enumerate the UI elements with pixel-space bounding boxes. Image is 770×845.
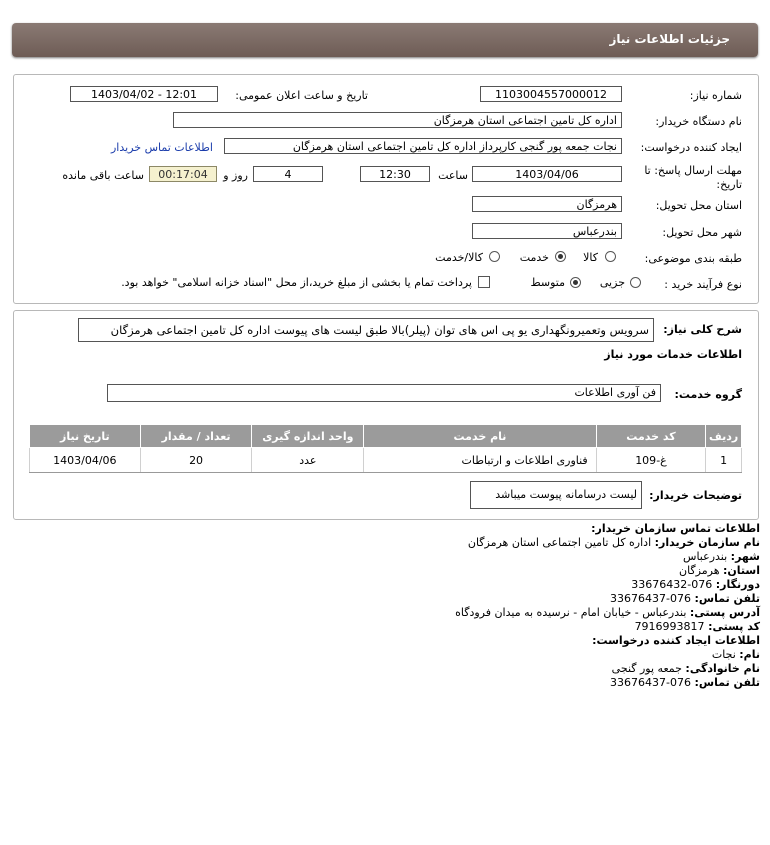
services-table bbox=[29, 424, 742, 473]
contact-province-line bbox=[679, 564, 760, 577]
contact-postal-value: 7916993817 bbox=[634, 620, 705, 633]
service-group-field: فن آوری اطلاعات bbox=[107, 384, 661, 402]
contact-address-line bbox=[455, 606, 760, 619]
process-option-minor: جزیی bbox=[599, 276, 625, 289]
deadline-label-date: تاریخ: bbox=[716, 178, 742, 191]
process-radio-minor[interactable] bbox=[630, 277, 641, 288]
buyer-org-label: نام دستگاه خریدار: bbox=[655, 115, 742, 128]
contact-postal-line bbox=[635, 620, 760, 633]
contact-fax-value: 076-33676432 bbox=[631, 578, 713, 591]
category-option-goods-service: کالا/خدمت bbox=[435, 251, 483, 264]
contact-postal-label: کد پستی: bbox=[708, 620, 760, 633]
contact-fax-label: دورنگار: bbox=[715, 578, 760, 591]
col-date-header: تاریخ نیاز bbox=[30, 425, 141, 448]
page-header bbox=[12, 23, 758, 57]
creator-first-name-line bbox=[712, 648, 760, 661]
contact-city-line bbox=[683, 550, 760, 563]
cell-name: فناوری اطلاعات و ارتباطات bbox=[364, 448, 596, 473]
creator-last-name-value: جمعه پور گنجی bbox=[611, 662, 682, 675]
contact-org-line bbox=[468, 536, 760, 549]
remaining-time-field: 00:17:04 bbox=[149, 166, 217, 182]
contact-city-value: بندرعباس bbox=[683, 550, 728, 563]
remaining-label: ساعت باقی مانده bbox=[62, 169, 144, 182]
process-radio-medium[interactable] bbox=[570, 277, 581, 288]
deadline-date-field: 1403/04/06 bbox=[472, 166, 622, 182]
days-field: 4 bbox=[253, 166, 323, 182]
creator-phone-value: 076-33676437 bbox=[610, 676, 692, 689]
col-code-header: کد خدمت bbox=[596, 425, 706, 448]
contact-province-label: استان: bbox=[723, 564, 760, 577]
city-label: شهر محل تحویل: bbox=[662, 226, 742, 239]
province-field: هرمزگان bbox=[472, 196, 622, 212]
contact-phone-line bbox=[610, 592, 760, 605]
province-label: استان محل تحویل: bbox=[655, 199, 742, 212]
desc-label: شرح کلی نیاز: bbox=[663, 323, 742, 336]
contact-address-label: آدرس پستی: bbox=[689, 606, 760, 619]
need-number-label: شماره نیاز: bbox=[689, 89, 742, 102]
category-radio-service[interactable] bbox=[555, 251, 566, 262]
contact-org-label: نام سازمان خریدار: bbox=[654, 536, 760, 549]
contact-phone-value: 076-33676437 bbox=[610, 592, 692, 605]
cell-qty: 20 bbox=[140, 448, 252, 473]
announce-label: تاریخ و ساعت اعلان عمومی: bbox=[235, 89, 368, 102]
deadline-time-field: 12:30 bbox=[360, 166, 430, 182]
table-header-row bbox=[30, 425, 742, 448]
col-unit-header: واحد اندازه گیری bbox=[252, 425, 364, 448]
col-row-header: ردیف bbox=[706, 425, 742, 448]
category-option-service: خدمت bbox=[519, 251, 549, 264]
process-label: نوع فرآیند خرید : bbox=[664, 278, 742, 291]
services-heading: اطلاعات خدمات مورد نیاز bbox=[604, 348, 742, 361]
creator-first-name-value: نجات bbox=[711, 648, 736, 661]
process-option-medium: متوسط bbox=[530, 276, 565, 289]
cell-date: 1403/04/06 bbox=[30, 448, 141, 473]
category-option-goods: کالا bbox=[583, 251, 598, 264]
table-row bbox=[30, 448, 742, 473]
deadline-label: مهلت ارسال پاسخ: تا bbox=[644, 164, 742, 177]
creator-label: ایجاد کننده درخواست: bbox=[640, 141, 742, 154]
creator-last-name-line bbox=[612, 662, 760, 675]
buyer-notes-label: توضیحات خریدار: bbox=[649, 489, 742, 502]
need-number-field: 1103004557000012 bbox=[480, 86, 622, 102]
desc-field: سرویس وتعمیرونگهداری یو پی اس های توان (پیلر)بالا طبق لیست های پیوست اداره کل تامین اجتماعی هرمزگان bbox=[78, 318, 654, 342]
creator-phone-line bbox=[610, 676, 760, 689]
creator-field: نجات جمعه پور گنجی کارپرداز اداره کل تامین اجتماعی استان هرمزگان bbox=[224, 138, 622, 154]
treasury-checkbox[interactable] bbox=[478, 276, 490, 288]
cell-code: غ-109 bbox=[596, 448, 706, 473]
col-qty-header: تعداد / مقدار bbox=[140, 425, 252, 448]
category-radio-goods[interactable] bbox=[605, 251, 616, 262]
contact-heading: اطلاعات تماس سازمان خریدار: bbox=[591, 522, 760, 535]
contact-section bbox=[0, 522, 770, 692]
city-field: بندرعباس bbox=[472, 223, 622, 239]
deadline-time-label: ساعت bbox=[438, 169, 468, 182]
days-label: روز و bbox=[223, 169, 248, 182]
buyer-notes-field: لیست درسامانه پیوست میباشد bbox=[470, 481, 642, 509]
page-title: جزئیات اطلاعات نیاز bbox=[609, 32, 730, 46]
service-group-label: گروه خدمت: bbox=[674, 388, 742, 401]
creator-first-name-label: نام: bbox=[739, 648, 760, 661]
cell-row: 1 bbox=[706, 448, 742, 473]
creator-phone-label: تلفن تماس: bbox=[694, 676, 760, 689]
category-radio-goods-service[interactable] bbox=[489, 251, 500, 262]
contact-province-value: هرمزگان bbox=[679, 564, 720, 577]
contact-city-label: شهر: bbox=[730, 550, 760, 563]
col-name-header: نام خدمت bbox=[364, 425, 596, 448]
announce-field: 1403/04/02 - 12:01 bbox=[70, 86, 218, 102]
cell-unit: عدد bbox=[252, 448, 364, 473]
contact-fax-line bbox=[631, 578, 760, 591]
buyer-org-field: اداره کل تامین اجتماعی استان هرمزگان bbox=[173, 112, 622, 128]
treasury-note: پرداخت تمام یا بخشی از مبلغ خرید،از محل "اسناد خزانه اسلامی" خواهد بود. bbox=[121, 276, 472, 289]
creator-heading: اطلاعات ایجاد کننده درخواست: bbox=[592, 634, 760, 647]
creator-last-name-label: نام خانوادگی: bbox=[685, 662, 760, 675]
contact-org-value: اداره کل تامین اجتماعی استان هرمزگان bbox=[467, 536, 652, 549]
contact-address-value: بندرعباس - خیابان امام - نرسیده به میدان فرودگاه bbox=[455, 606, 687, 619]
category-label: طبقه بندی موضوعی: bbox=[644, 252, 742, 265]
contact-phone-label: تلفن تماس: bbox=[694, 592, 760, 605]
need-info-panel bbox=[13, 74, 759, 304]
buyer-contact-link[interactable]: اطلاعات تماس خریدار bbox=[111, 141, 213, 154]
